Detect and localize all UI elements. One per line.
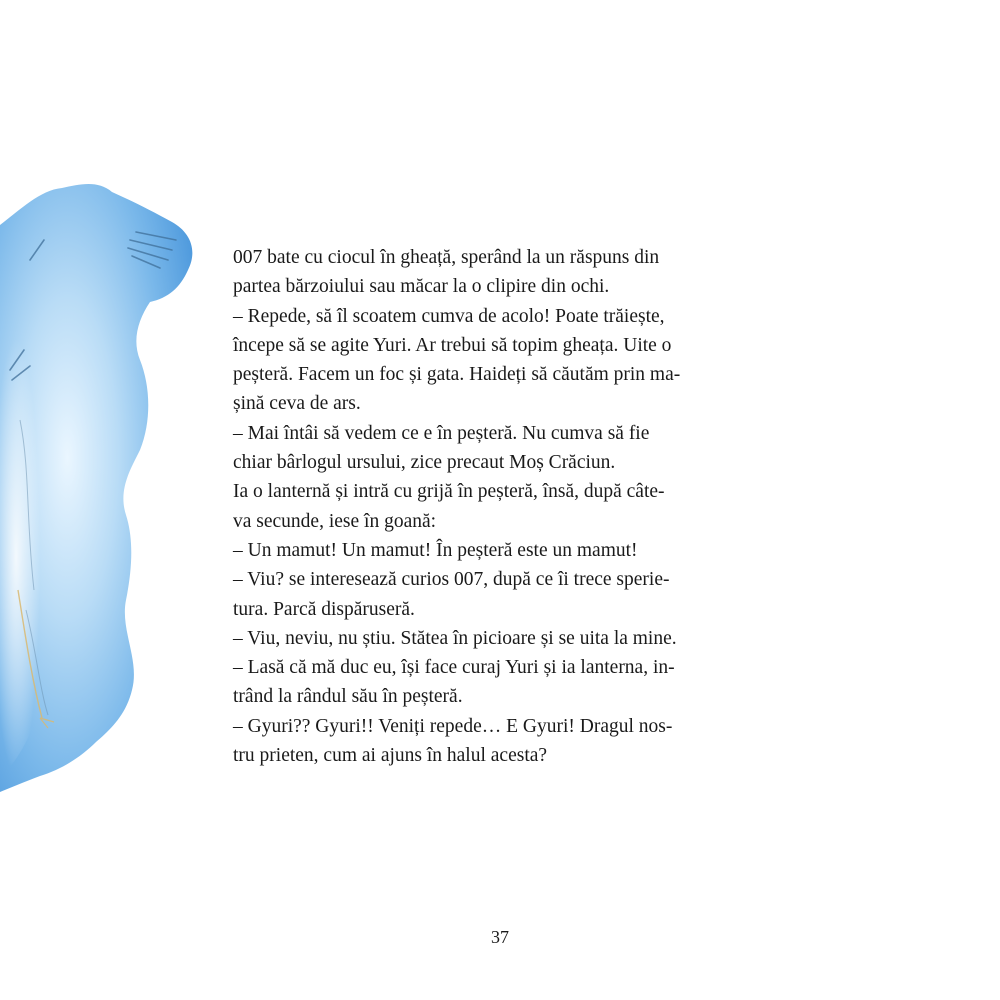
text-line: partea bărzoiului sau măcar la o clipire din ochi. (233, 276, 610, 298)
text-line: chiar bârlogul ursului, zice precaut Moș Crăciun. (233, 452, 616, 474)
page-number: 37 (491, 927, 509, 947)
text-line: începe să se agite Yuri. Ar trebui să topim gheața. Uite o (233, 334, 672, 356)
text-line: – Un mamut! Un mamut! În peșteră este un mamut! (233, 539, 638, 561)
text-line: Ia o lanternă și intră cu grijă în peșteră, însă, după câte- (233, 481, 665, 503)
text-line: – Mai întâi să vedem ce e în peșteră. Nu cumva să fie (233, 422, 650, 444)
text-line: șină ceva de ars. (233, 393, 361, 415)
text-line: – Repede, să îl scoatem cumva de acolo! Poate trăiește, (233, 305, 665, 327)
text-line: trând la rândul său în peșteră. (233, 686, 463, 708)
text-line: – Viu, neviu, nu știu. Stătea în picioare și se uita la mine. (233, 627, 677, 649)
text-line: – Viu? se interesează curios 007, după ce îi trece sperie- (233, 569, 670, 591)
text-line: 007 bate cu ciocul în gheață, sperând la un răspuns din (233, 247, 660, 268)
text-line: – Lasă că mă duc eu, își face curaj Yuri și ia lanterna, in- (233, 657, 675, 679)
ice-block-illustration (0, 170, 210, 810)
text-line: tru prieten, cum ai ajuns în halul acesta? (233, 745, 548, 767)
text-line: va secunde, iese în goană: (233, 510, 437, 532)
text-line: – Gyuri?? Gyuri!! Veniți repede… E Gyuri! Dragul nos- (233, 715, 673, 737)
text-line: tura. Parcă dispăruseră. (233, 598, 415, 620)
story-text (233, 243, 773, 770)
text-line: peșteră. Facem un foc și gata. Haideți să căutăm prin ma- (233, 364, 681, 386)
